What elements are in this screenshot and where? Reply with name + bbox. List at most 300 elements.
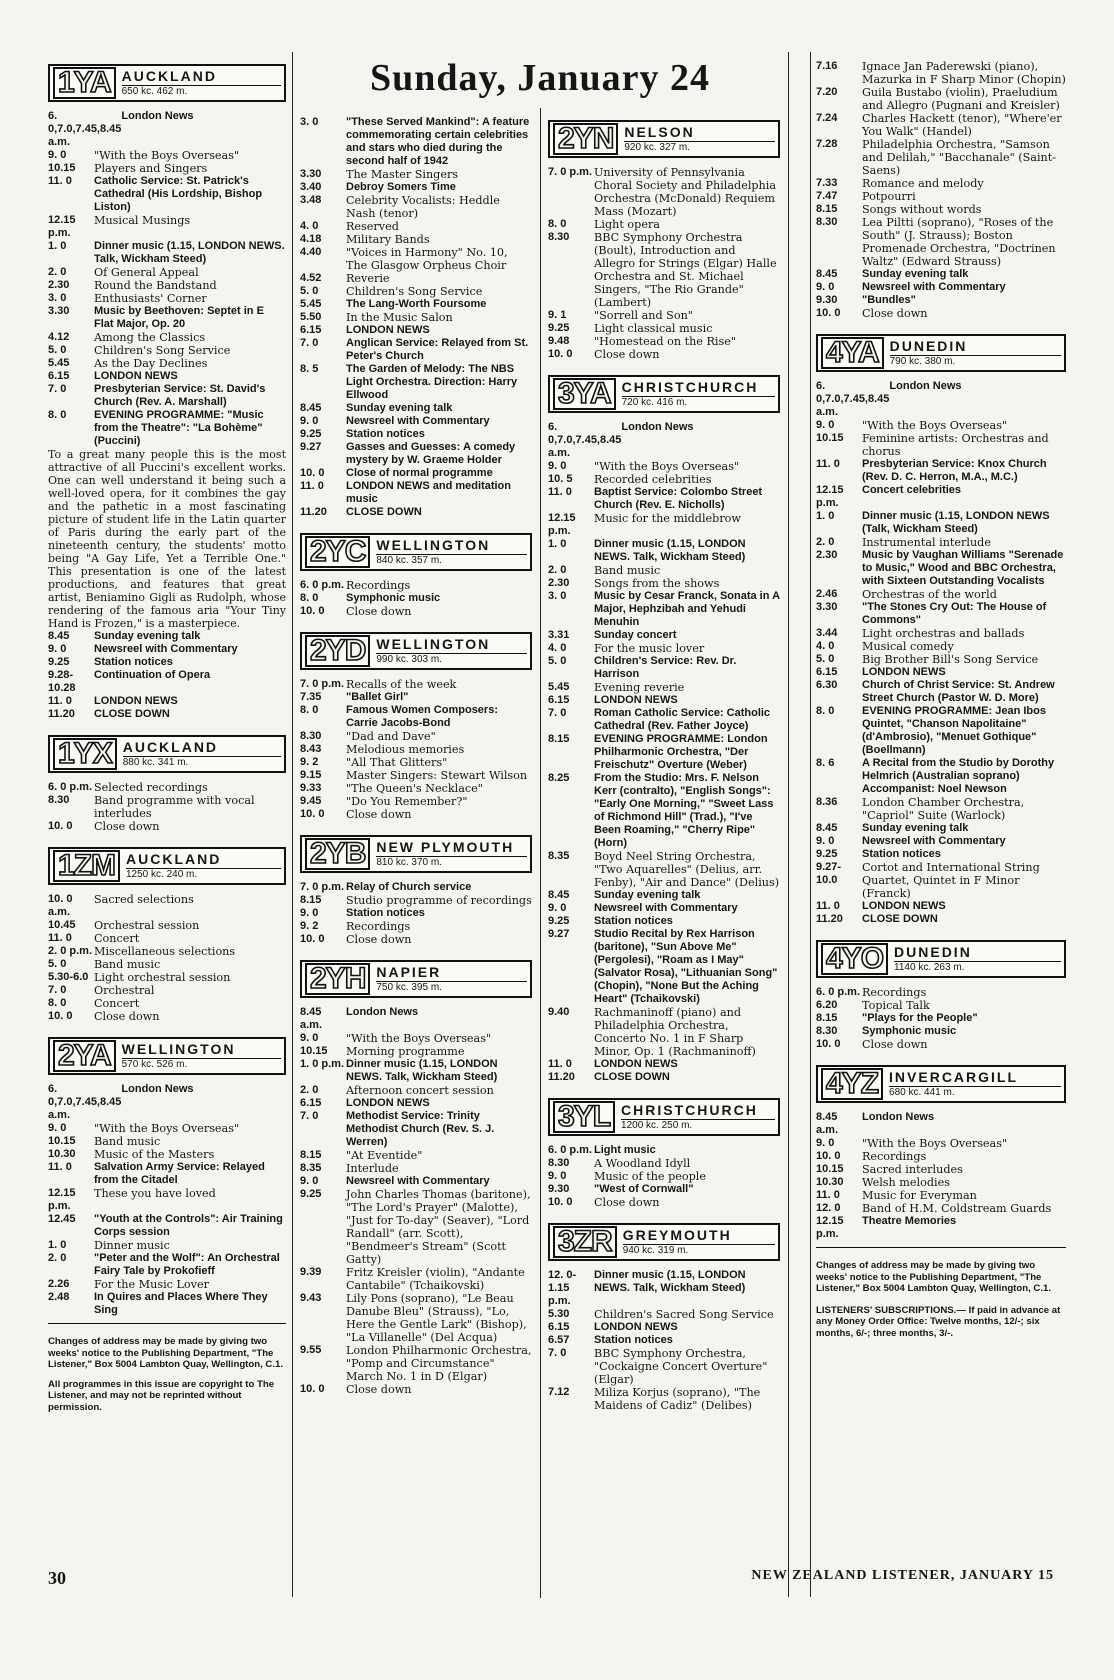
programme-title: Baptist Service: Colombo Street Church (Rev. E. Nicholls) (594, 486, 763, 511)
programme-entry (300, 116, 532, 168)
programme-title: Music of the Masters (94, 1148, 215, 1161)
programme-entry (48, 971, 286, 984)
station-header (48, 64, 286, 102)
programme-entry (548, 309, 780, 322)
programme-entry (816, 1215, 1066, 1241)
programme-time: 11. 0 (48, 932, 72, 944)
programme-title: The Master Singers (346, 168, 459, 181)
programme-time: 10. 0 a.m. (48, 893, 73, 918)
programme-entry (48, 305, 286, 331)
programme-entry (48, 292, 286, 305)
programme-title: Enthusiasts' Corner (94, 292, 207, 305)
programme-time: 9.30 (548, 1183, 570, 1195)
programme-title: Celebrity Vocalists: Heddle Nash (tenor) (346, 194, 500, 220)
programme-time: 9.25 (48, 656, 70, 668)
programme-time: 10.15 (816, 432, 844, 444)
spacer (816, 926, 1066, 936)
programme-title: London News (889, 380, 962, 392)
programme-entry (48, 997, 286, 1010)
programme-title: Lily Pons (soprano), "Le Beau Danube Bleu" (Strauss), "Lo, Here the Gentle Lark" (Bishop), "La Villanelle" (Del Acqua) (346, 1292, 527, 1344)
programme-time: 6. 0,7.0,7.45,8.45 a.m. (548, 421, 622, 459)
station-frequency: 790 kc. 380 m. (890, 355, 1061, 368)
programme-entry (548, 1006, 780, 1058)
programme-entry (48, 162, 286, 175)
programme-entry (816, 177, 1066, 190)
programme-entry (300, 933, 532, 946)
programme-time: 9.25 (300, 428, 322, 440)
programme-entry (300, 1188, 532, 1266)
programme-entry (548, 218, 780, 231)
programme-time: 5.45 (48, 357, 70, 369)
programme-time: 8. 0 (548, 218, 567, 230)
programme-entry (48, 149, 286, 162)
programme-title: Dinner music (94, 1239, 170, 1252)
programme-title: Theatre Memories (862, 1215, 957, 1227)
spacer (300, 946, 532, 956)
programme-time: 4.18 (300, 233, 322, 245)
programme-title: Concert (94, 997, 140, 1010)
programme-title: Of General Appeal (94, 266, 199, 279)
programme-entry (816, 458, 1066, 484)
programme-time: 9.27-10.0 (816, 861, 842, 886)
programme-time: 11. 0 (300, 480, 324, 492)
programme-entry (548, 460, 780, 473)
programme-time: 11.20 (48, 708, 75, 720)
programme-time: 9. 1 (548, 309, 567, 321)
programme-entry (816, 822, 1066, 835)
programme-entry (548, 1347, 780, 1386)
programme-entry (300, 441, 532, 467)
programme-title: Sunday evening talk (594, 889, 701, 901)
column-rule (540, 108, 541, 1598)
programme-entry (816, 432, 1066, 458)
station-info (376, 840, 527, 869)
programme-title: Light orchestral session (94, 971, 231, 984)
programme-title: LONDON NEWS (94, 370, 178, 382)
programme-entry (816, 588, 1066, 601)
programme-time: 11.20 (816, 913, 843, 925)
programme-title: EVENING PROGRAMME: London Philharmonic Orchestra, "Der Freischutz" Overture (Weber) (594, 733, 768, 771)
programme-time: 1. 0 (48, 1239, 67, 1251)
programme-title: Sacred selections (94, 893, 194, 906)
programme-title: Big Brother Bill's Song Service (862, 653, 1039, 666)
programme-title: Band music (94, 1135, 161, 1148)
programme-title: Close down (346, 808, 412, 821)
programme-title: A Woodland Idyll (594, 1157, 691, 1170)
programme-time: 2. 0 (548, 564, 567, 576)
programme-entry (816, 653, 1066, 666)
programme-entry (816, 986, 1066, 999)
programme-entry (816, 1150, 1066, 1163)
programme-time: 7. 0 (548, 707, 567, 719)
programme-entry (300, 337, 532, 363)
programme-entry (816, 848, 1066, 861)
programme-entry (300, 1006, 532, 1032)
programme-title: Sunday evening talk (94, 630, 201, 642)
programme-entry (816, 1012, 1066, 1025)
programme-entry (48, 1252, 286, 1278)
station-header (548, 375, 780, 413)
station-header (816, 1065, 1066, 1103)
programme-time: 9.25 (548, 915, 570, 927)
programme-time: 3.48 (300, 194, 322, 206)
programme-entry (48, 1213, 286, 1239)
programme-entry (300, 605, 532, 618)
programme-entry (548, 348, 780, 361)
programme-title: Sunday evening talk (862, 822, 969, 834)
programme-entry (48, 984, 286, 997)
programme-title: Dinner music (1.15, LONDON NEWS (Talk, Wickham Steed) (862, 510, 1050, 535)
programme-title: Close down (94, 1010, 160, 1023)
programme-title: "With the Boys Overseas" (594, 460, 740, 473)
programme-title: Dinner music (1.15, LONDON NEWS. Talk, Wickham Steed) (594, 1269, 746, 1294)
programme-entry (548, 655, 780, 681)
programme-title: EVENING PROGRAMME: Jean Ibos Quintet, "Chanson Napolitaine" (d'Ambrosio), "Menuet Gothique" (Boellmann) (862, 705, 1046, 756)
programme-time: 9.27 (300, 441, 322, 453)
programme-entry (548, 486, 780, 512)
programme-time: 4.52 (300, 272, 322, 284)
programme-title: Welsh melodies (862, 1176, 950, 1189)
column-4 (816, 60, 1066, 1339)
programme-time: 10. 0 (300, 605, 325, 617)
programme-title: Feminine artists: Orchestras and chorus (862, 432, 1049, 458)
programme-title: Recordings (346, 920, 411, 933)
programme-entry (816, 216, 1066, 268)
programme-title: "These Served Mankind": A feature commemorating certain celebrities and stars who died during the second half of 1942 (346, 116, 530, 167)
programme-entry (48, 643, 286, 656)
station-frequency: 570 kc. 526 m. (122, 1058, 281, 1071)
spacer (548, 1209, 780, 1219)
station-city: NEW PLYMOUTH (376, 838, 515, 855)
programme-time: 7.20 (816, 86, 838, 98)
programme-title: Sunday evening talk (862, 268, 969, 280)
programme-title: London News (862, 1111, 935, 1123)
programme-time: 11. 0 (48, 175, 72, 187)
programme-entry (300, 285, 532, 298)
programme-time: 7. 0 (548, 1347, 567, 1359)
programme-time: 5. 0 (48, 344, 67, 356)
station-frequency: 1250 kc. 240 m. (126, 868, 281, 881)
programme-entry (300, 743, 532, 756)
programme-entry (816, 796, 1066, 822)
programme-title: Among the Classics (94, 331, 206, 344)
programme-entry (548, 1386, 780, 1412)
programme-title: London News (121, 1083, 194, 1095)
programme-time: 11. 0 (548, 486, 572, 498)
subscriptions-notice: LISTENERS' SUBSCRIPTIONS.— If paid in advance at any Money Order Office: Twelve months, 12/-; six months, 6/-; three months, 3/-. (816, 1304, 1061, 1339)
programme-time: 6. 0,7.0,7.45,8.45 a.m. (48, 110, 122, 148)
programme-title: Close down (346, 1383, 412, 1396)
programme-title: Musical comedy (862, 640, 954, 653)
programme-time: 9.33 (300, 782, 322, 794)
programme-entry (48, 932, 286, 945)
programme-entry (300, 1266, 532, 1292)
programme-entry (48, 630, 286, 643)
station-info (894, 945, 1061, 974)
station-frequency: 940 kc. 319 m. (623, 1244, 775, 1257)
programme-title: Dinner music (1.15, LONDON NEWS. Talk, Wickham Steed) (346, 1058, 498, 1083)
programme-title: Topical Talk (862, 999, 930, 1012)
programme-time: 7.12 (548, 1386, 570, 1398)
programme-entry (48, 1135, 286, 1148)
programme-entry (300, 756, 532, 769)
programme-entry (816, 835, 1066, 848)
programme-entry (816, 757, 1066, 796)
station-frequency: 680 kc. 441 m. (889, 1086, 1061, 1099)
programme-entry (48, 370, 286, 383)
programme-title: Salvation Army Service: Relayed from the Citadel (94, 1161, 265, 1186)
programme-time: 4. 0 (548, 642, 567, 654)
programme-time: 3. 0 (300, 116, 319, 128)
programme-entry (300, 415, 532, 428)
opera-note: To a great many people this is the most attractive of all Puccini's excellent works. One can well understand it being such a well-loved opera, for it combines the gay and the pathetic in a most fascinating picture of student life in the Latin quarter of Paris during the early part of the nineteenth century, the students' motto being "A Gay Life, Yet a Terrible One." This presentation is one of the latest productions, and features that great artist, Beniamino Gigli as Rudolph, whose rendering of the famous aria "Your Tiny Hand is Frozen," is a masterpiece. (48, 448, 286, 630)
station-info (376, 637, 527, 666)
programme-time: 8.30 (48, 794, 70, 806)
programme-entry (300, 1045, 532, 1058)
programme-title: Band of H.M. Coldstream Guards (862, 1202, 1052, 1215)
programme-entry (48, 1278, 286, 1291)
programme-time: 8.25 (548, 772, 570, 784)
programme-time: 6.15 (48, 370, 70, 382)
programme-entry (816, 549, 1066, 588)
programme-title: Children's Sacred Song Service (594, 1308, 774, 1321)
programme-entry (548, 1170, 780, 1183)
programme-title: Children's Song Service (346, 285, 483, 298)
station-call-sign: 3ZR (553, 1226, 617, 1258)
programme-time: 11. 0 (816, 900, 840, 912)
programme-entry (300, 233, 532, 246)
programme-title: Music of the people (594, 1170, 706, 1183)
programme-time: 9. 0 (300, 415, 319, 427)
programme-title: Roman Catholic Service: Catholic Cathedral (Rev. Father Joyce) (594, 707, 771, 732)
station-call-sign: 2YC (305, 536, 370, 568)
station-header (816, 334, 1066, 372)
programme-title: London News (346, 1006, 419, 1018)
programme-title: "Peter and the Wolf": An Orchestral Fairy Tale by Prokofieff (94, 1252, 280, 1277)
programme-entry (300, 324, 532, 337)
programme-time: 10.30 (816, 1176, 844, 1188)
programme-entry (48, 110, 286, 149)
programme-time: 8.45 (816, 268, 838, 280)
programme-entry (48, 1083, 286, 1122)
programme-title: "Homestead on the Rise" (594, 335, 736, 348)
station-frequency: 720 kc. 416 m. (622, 396, 775, 409)
programme-title: Morning programme (346, 1045, 465, 1058)
programme-entry (816, 281, 1066, 294)
programme-title: Light music (594, 1144, 656, 1156)
programme-time: 8.45 (816, 822, 838, 834)
station-frequency: 1200 kc. 250 m. (621, 1119, 775, 1132)
programme-time: 9.48 (548, 335, 570, 347)
programme-title: Station notices (94, 656, 173, 668)
station-call-sign: 1ZM (53, 850, 120, 882)
station-info (890, 339, 1061, 368)
programme-title: LONDON NEWS (94, 695, 178, 707)
programme-title: Close down (346, 605, 412, 618)
programme-title: LONDON NEWS and meditation music (346, 480, 511, 505)
programme-time: 9.55 (300, 1344, 322, 1356)
programme-title: BBC Symphony Orchestra (Boult), Introduction and Allegro for Strings (Elgar) Halle Orchestra and St. Michael Singers, "The Rio Grande" (Lambert) (594, 231, 777, 309)
programme-time: 7. 0 (300, 337, 319, 349)
programme-entry (548, 1334, 780, 1347)
programme-title: "Sorrell and Son" (594, 309, 693, 322)
programme-title: LONDON NEWS (862, 900, 946, 912)
programme-time: 5. 0 (548, 655, 567, 667)
programme-time: 7. 0 p.m. (300, 881, 345, 893)
programme-title: Reverie (346, 272, 390, 285)
programme-time: 4. 0 (300, 220, 319, 232)
station-call-sign: 3YA (553, 378, 616, 410)
programme-time: 9.40 (548, 1006, 570, 1018)
programme-title: In the Music Salon (346, 311, 453, 324)
programme-time: 9. 0 (548, 460, 567, 472)
programme-time: 7. 0 (300, 1110, 319, 1122)
programme-time: 2. 0 (300, 1084, 319, 1096)
programme-entry (548, 902, 780, 915)
programme-entry (548, 1157, 780, 1170)
programme-entry (548, 322, 780, 335)
programme-entry (300, 168, 532, 181)
programme-entry (48, 794, 286, 820)
programme-title: Melodious memories (346, 743, 465, 756)
programme-time: 10. 0 (548, 1196, 573, 1208)
station-header (300, 960, 532, 998)
programme-title: Orchestral (94, 984, 155, 997)
programme-title: "With the Boys Overseas" (94, 1122, 240, 1135)
programme-time: 10.45 (48, 919, 76, 931)
programme-time: 10. 0 (816, 307, 841, 319)
programme-title: Reserved (346, 220, 399, 233)
programme-title: "Ballet Girl" (346, 691, 409, 703)
station-call-sign: 4YZ (821, 1068, 883, 1100)
programme-time: 1. 0 p.m. (300, 1058, 345, 1070)
station-info (123, 740, 281, 769)
programme-time: 11. 0 (548, 1058, 572, 1070)
programme-entry (816, 1038, 1066, 1051)
programme-entry (300, 220, 532, 233)
programme-time: 7. 0 (48, 383, 67, 395)
station-city: WELLINGTON (376, 635, 491, 652)
programme-entry (48, 331, 286, 344)
programme-entry (548, 707, 780, 733)
programme-title: Band music (594, 564, 661, 577)
programme-title: Songs without words (862, 203, 982, 216)
station-header (48, 735, 286, 773)
programme-time: 9. 0 (548, 902, 567, 914)
programme-title: Military Bands (346, 233, 430, 246)
programme-time: 7.16 (816, 60, 838, 72)
programme-time: 6.15 (816, 666, 838, 678)
programme-time: 9. 0 (48, 643, 67, 655)
programme-title: Symphonic music (346, 592, 441, 604)
programme-title: From the Studio: Mrs. F. Nelson Kerr (contralto), "English Songs": "Early One Morning," "Sweet Lass of Richmond Hill" (Trad.), "I've Been Roaming," "Cherry Ripe" (Horn) (594, 772, 774, 849)
station-header (48, 847, 286, 885)
spacer (48, 1023, 286, 1033)
programme-time: 9. 0 (816, 835, 835, 847)
programme-title: Close down (346, 933, 412, 946)
programme-title: Miscellaneous selections (94, 945, 236, 958)
programme-time: 6.15 (548, 694, 570, 706)
programme-title: Players and Singers (94, 162, 208, 175)
programme-entry (48, 708, 286, 721)
programme-entry (300, 272, 532, 285)
programme-time: 6. 0 p.m. (48, 781, 93, 793)
station-header (300, 835, 532, 873)
programme-entry (816, 913, 1066, 926)
programme-time: 8.35 (300, 1162, 322, 1174)
programme-time: 6. 0,7.0,7.45,8.45 a.m. (48, 1083, 122, 1121)
programme-title: Concert celebrities (862, 484, 962, 496)
programme-time: 2. 0 (816, 536, 835, 548)
programme-entry (816, 112, 1066, 138)
programme-time: 11. 0 (48, 1161, 72, 1173)
programme-entry (300, 920, 532, 933)
programme-title: Studio Recital by Rex Harrison (baritone), "Sun Above Me" (Pergolesi), "Roam as I May" (Salvator Rosa), "Lithuanian Song" (Chopin), "None But the Aching Heart" (Tchaikovski) (594, 928, 778, 1005)
programme-time: 6.15 (300, 324, 322, 336)
programme-entry (300, 402, 532, 415)
spacer (548, 361, 780, 371)
programme-title: "Youth at the Controls": Air Training Corps session (94, 1213, 283, 1238)
programme-time: 7.47 (816, 190, 838, 202)
programme-entry (816, 1163, 1066, 1176)
programme-entry (548, 512, 780, 538)
programme-time: 10. 0 (816, 1150, 841, 1162)
programme-title: Recordings (862, 986, 927, 999)
programme-time: 5.45 (548, 681, 570, 693)
programme-title: Newsreel with Commentary (346, 1175, 490, 1187)
programme-time: 12.45 (48, 1213, 76, 1225)
programme-entry (300, 579, 532, 592)
programme-entry (816, 679, 1066, 705)
programme-title: LONDON NEWS (594, 1058, 678, 1070)
programme-entry (300, 808, 532, 821)
station-header (300, 533, 532, 571)
programme-time: 8.30 (548, 231, 570, 243)
programme-title: Station notices (594, 1334, 673, 1346)
programme-time: 9. 0 (816, 1137, 835, 1149)
programme-time: 12.15 p.m. (816, 1215, 844, 1240)
programme-entry (300, 1162, 532, 1175)
programme-time: 8.36 (816, 796, 838, 808)
programme-time: 5.30-6.0 (48, 971, 89, 983)
programme-title: Church of Christ Service: St. Andrew Street Church (Pastor W. D. More) (862, 679, 1055, 704)
programme-title: Dinner music (1.15, LONDON NEWS. Talk, Wickham Steed) (594, 538, 746, 563)
station-frequency: 650 kc. 462 m. (122, 85, 281, 98)
programme-time: 6.30 (816, 679, 838, 691)
programme-time: 4.40 (300, 246, 322, 258)
station-city: CHRISTCHURCH (621, 1101, 758, 1118)
programme-title: For the music lover (594, 642, 705, 655)
programme-title: LONDON NEWS (862, 666, 946, 678)
programme-time: 6. 0 p.m. (300, 579, 345, 591)
programme-entry (816, 705, 1066, 757)
programme-time: 7. 0 p.m. (548, 166, 593, 178)
programme-title: CLOSE DOWN (594, 1071, 670, 1083)
programme-title: Master Singers: Stewart Wilson (346, 769, 528, 782)
programme-time: 3.40 (300, 181, 322, 193)
programme-entry (816, 999, 1066, 1012)
programme-entry (816, 1189, 1066, 1202)
programme-title: Dinner music (1.15, LONDON NEWS. Talk, Wickham Steed) (94, 240, 285, 265)
station-header (548, 1098, 780, 1136)
programme-time: 10.30 (48, 1148, 76, 1160)
programme-time: 10.15 (48, 1135, 76, 1147)
programme-time: 3.44 (816, 627, 838, 639)
programme-entry (816, 1202, 1066, 1215)
programme-title: Music by Vaughan Williams "Serenade to Music," Wood and BBC Orchestra, with Sixteen Outstanding Vocalists (862, 549, 1064, 587)
programme-title: "Dad and Dave" (346, 730, 436, 743)
programme-time: 8.15 (816, 1012, 838, 1024)
